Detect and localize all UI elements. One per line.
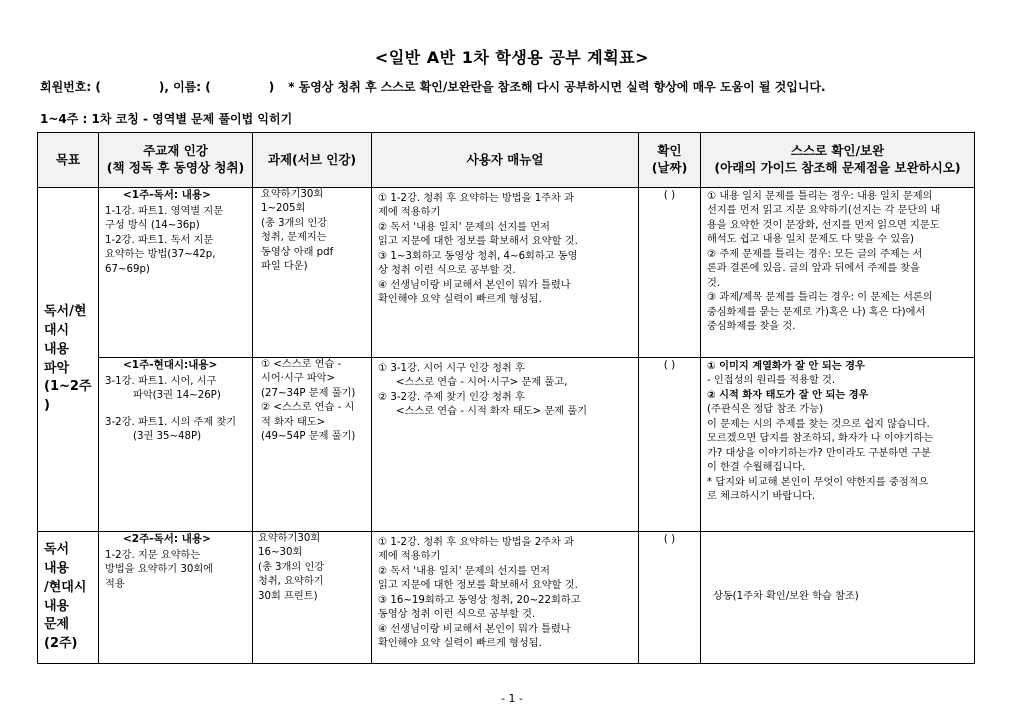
homework-line: 16~30회 xyxy=(258,547,303,559)
book-line: 파악(3권 14~26P) xyxy=(133,390,221,402)
book-cell xyxy=(99,358,253,532)
manual-line: 제에 적용하기 xyxy=(378,207,441,219)
review-line: 해석도 쉽고 내용 일치 문제도 다 맞을 수 있음) xyxy=(707,234,915,246)
manual-line: 확인해야 요약 실력이 빠르게 형성됨. xyxy=(378,294,542,306)
manual-line: ③ 1~3회하고 동영상 청취, 4~6회하고 동영 xyxy=(378,250,578,262)
homework-line: ② <스스로 연습 - 시 xyxy=(261,402,355,414)
homework-line: (총 3개의 인강 xyxy=(258,561,325,573)
review-cell xyxy=(701,358,975,532)
header-review-line2: (아래의 가이드 참조해 문제점을 보완하시오) xyxy=(714,160,961,175)
homework-line: 1~205회 xyxy=(261,203,306,215)
manual-line: <스스로 연습 - 시어·시구> 문제 풀고, xyxy=(396,377,568,389)
goal-line: 문제 xyxy=(44,617,70,633)
table-header-row xyxy=(38,133,975,188)
manual-line: ① 1-2강. 청취 후 요약하는 방법을 1주차 과 xyxy=(378,193,574,204)
book-line: 3-2강. 파트1. 시의 주제 찾기 xyxy=(105,416,237,428)
header-manual: 사용자 매뉴얼 xyxy=(372,133,639,188)
header-book xyxy=(99,133,253,188)
review-line: - 인접성의 원리를 적용할 것. xyxy=(707,375,836,387)
check-date-cell[interactable] xyxy=(639,358,701,532)
review-cell xyxy=(701,532,975,664)
header-check-line1: 확인 xyxy=(657,143,682,159)
review-heading: ② 시적 화자 태도가 잘 안 되는 경우 xyxy=(707,389,869,401)
homework-cell xyxy=(253,532,372,664)
book-line: 방법을 요약하기 30회에 xyxy=(105,564,214,576)
manual-cell xyxy=(372,358,639,532)
page-number: - 1 - xyxy=(501,692,523,705)
review-line: 상동(1주차 확인/보완 학습 참조) xyxy=(713,591,859,603)
page-title: <일반 A반 1차 학생용 공부 계획표> xyxy=(374,48,650,67)
review-line: 론과 결론에 있음. 글의 앞과 뒤에서 주제를 찾을 xyxy=(707,263,920,275)
study-plan-table xyxy=(37,132,975,664)
manual-line: ④ 선생님이랑 비교해서 본인이 뭐가 틀렸나 xyxy=(378,623,571,635)
member-info-line xyxy=(40,78,1000,95)
book-line: 1-1강. 파트1. 영역별 지문 xyxy=(105,205,224,217)
table-row xyxy=(38,358,975,532)
manual-line: ④ 선생님이랑 비교해서 본인이 뭐가 틀렸나 xyxy=(378,279,571,291)
goal-line: (2주) xyxy=(44,636,78,652)
manual-cell xyxy=(372,532,639,664)
book-cell xyxy=(99,188,253,358)
book-title: <1주-현대시:내용> xyxy=(123,359,218,371)
book-line: 구성 방식 (14~36p) xyxy=(105,220,200,232)
goal-line: /현대시 xyxy=(44,579,87,595)
check-date-cell[interactable] xyxy=(639,188,701,358)
book-line: (3권 35~48P) xyxy=(133,431,202,443)
manual-line: ① 1-2강. 청취 후 요약하는 방법을 2주차 과 xyxy=(378,537,574,548)
review-line: 가? 대상을 이야기하는가? 만이라도 구분하면 구분 xyxy=(707,447,931,459)
homework-line: 적 화자 태도> xyxy=(261,416,326,428)
homework-line: 30회 프린트) xyxy=(258,590,318,602)
manual-line: ③ 16~19회하고 동영상 청취, 20~22회하고 xyxy=(378,594,581,606)
review-line: 용을 요약한 것이 문장화, 선지를 먼저 읽으면 지문도 xyxy=(707,219,940,231)
goal-line: (1~2주 xyxy=(44,379,92,395)
header-review-line1: 스스로 확인/보완 xyxy=(790,143,885,159)
book-line: 67~69p) xyxy=(105,263,150,275)
review-line: 것. xyxy=(707,277,721,289)
check-date-field[interactable]: ( ) xyxy=(663,189,676,201)
member-name-label: ), 이름: ( xyxy=(158,80,211,94)
homework-line: 시어·시구 파악> xyxy=(261,373,336,385)
header-check-line2: (날짜) xyxy=(651,160,688,175)
header-homework: 과제(서브 인강) xyxy=(253,133,372,188)
review-line: 선지를 먼저 읽고 지문 요약하기(선지는 각 문단의 내 xyxy=(707,205,941,217)
manual-line: 읽고 지문에 대한 정보를 확보해서 요약할 것. xyxy=(378,236,578,248)
book-cell xyxy=(99,532,253,664)
manual-line: ② 독서 '내용 일치' 문제의 선지를 먼저 xyxy=(378,221,550,233)
manual-line: ② 3-2강. 주제 찾기 인강 청취 후 xyxy=(378,391,525,403)
book-line: 요약하는 방법(37~42p, xyxy=(105,249,216,261)
review-line: ① 내용 일치 문제를 틀리는 경우: 내용 일치 문제의 xyxy=(707,191,933,202)
manual-line: 제에 적용하기 xyxy=(378,551,441,563)
goal-line: 내용 xyxy=(44,560,70,576)
header-book-line1: 주교재 인강 xyxy=(143,143,208,159)
goal-line: 내용 xyxy=(44,341,70,357)
book-line: 3-1강. 파트1. 시어, 시구 xyxy=(105,375,217,387)
spacer xyxy=(105,404,246,416)
member-id-label: 회원번호: ( xyxy=(40,80,101,94)
review-line: 중심화제를 묻는 문제로 가)혹은 나) 혹은 다)에서 xyxy=(707,306,926,318)
goal-cell xyxy=(38,532,99,664)
header-goal: 목표 xyxy=(38,133,99,188)
homework-cell xyxy=(253,188,372,358)
review-line: (주관식은 정답 참조 가능) xyxy=(707,404,824,416)
header-book-line2: (책 정독 후 동영상 청취) xyxy=(106,160,245,175)
book-title: <1주-독서: 내용> xyxy=(123,189,211,201)
homework-line: ① <스스로 연습 - xyxy=(261,359,342,370)
homework-line: 파일 다운) xyxy=(261,261,308,273)
header-check xyxy=(639,133,701,188)
goal-line: 독서 xyxy=(44,541,70,557)
goal-line: 내용 xyxy=(44,598,70,614)
review-line: 중심화제를 찾을 것. xyxy=(707,321,796,333)
homework-line: (49~54P 문제 풀기) xyxy=(261,431,356,443)
goal-line: 대시 xyxy=(44,322,70,338)
table-row xyxy=(38,532,975,664)
check-date-cell[interactable] xyxy=(639,532,701,664)
review-line: 모르겠으면 답지를 참조하되, 화자가 나 이야기하는 xyxy=(707,433,934,445)
homework-line: 요약하기30회 xyxy=(261,189,324,200)
manual-line: <스스로 연습 - 시적 화자 태도> 문제 풀기 xyxy=(396,406,588,418)
homework-line: (27~34P 문제 풀기) xyxy=(261,387,356,399)
homework-line: 청취, 요약하기 xyxy=(258,576,324,588)
review-line: * 답지와 비교해 본인이 무엇이 약한지를 중점적으 xyxy=(707,476,929,488)
review-cell xyxy=(701,188,975,358)
homework-line: (총 3개의 인강 xyxy=(261,217,328,229)
study-note: * 동영상 청취 후 스스로 확인/보완란을 참조해 다시 공부하시면 실력 향상에 매우 도움이 될 것입니다. xyxy=(288,80,826,94)
review-line: 이 한결 수월해집니다. xyxy=(707,462,806,474)
homework-line: 요약하기30회 xyxy=(258,533,321,544)
book-line: 1-2강. 파트1. 독서 지문 xyxy=(105,234,214,246)
goal-line: ) xyxy=(44,398,50,414)
manual-cell xyxy=(372,188,639,358)
check-date-field[interactable]: ( ) xyxy=(663,533,676,545)
review-line: 로 체크하시기 바랍니다. xyxy=(707,491,816,503)
goal-line: 파악 xyxy=(44,360,70,376)
review-line: ② 주제 문제를 틀리는 경우: 모든 글의 주제는 서 xyxy=(707,248,923,260)
review-line: 이 문제는 시의 주제를 찾는 것으로 쉽지 않습니다. xyxy=(707,418,930,430)
book-title: <2주-독서: 내용> xyxy=(123,533,211,545)
homework-cell xyxy=(253,358,372,532)
manual-line: ① 3-1강. 시어 시구 인강 청취 후 xyxy=(378,363,525,374)
header-review xyxy=(701,133,975,188)
check-date-field[interactable]: ( ) xyxy=(663,359,676,371)
week-heading: 1~4주 : 1차 코칭 - 영역별 문제 풀이법 익히기 xyxy=(40,112,293,126)
manual-line: 읽고 지문에 대한 정보를 확보해서 요약할 것. xyxy=(378,580,578,592)
manual-line: 동영상 청취 이런 식으로 공부할 것. xyxy=(378,609,536,621)
review-heading: ① 이미지 계열화가 잘 안 되는 경우 xyxy=(707,361,865,372)
manual-line: 상 청취 이런 식으로 공부할 것. xyxy=(378,265,516,277)
homework-line: 청취, 문제지는 xyxy=(261,232,327,244)
manual-line: ② 독서 '내용 일치' 문제의 선지를 먼저 xyxy=(378,565,550,577)
goal-cell xyxy=(38,188,99,532)
table-row xyxy=(38,188,975,358)
manual-line: 확인해야 요약 실력이 빠르게 형성됨. xyxy=(378,638,542,650)
review-line: ③ 과제/제목 문제를 틀리는 경우: 이 문제는 서론의 xyxy=(707,292,933,304)
homework-line: 동영상 아래 pdf xyxy=(261,246,334,258)
member-close-paren: ) xyxy=(268,80,275,94)
book-line: 적용 xyxy=(105,578,125,590)
goal-line: 독서/현 xyxy=(44,303,87,319)
book-line: 1-2강. 지문 요약하는 xyxy=(105,549,201,561)
